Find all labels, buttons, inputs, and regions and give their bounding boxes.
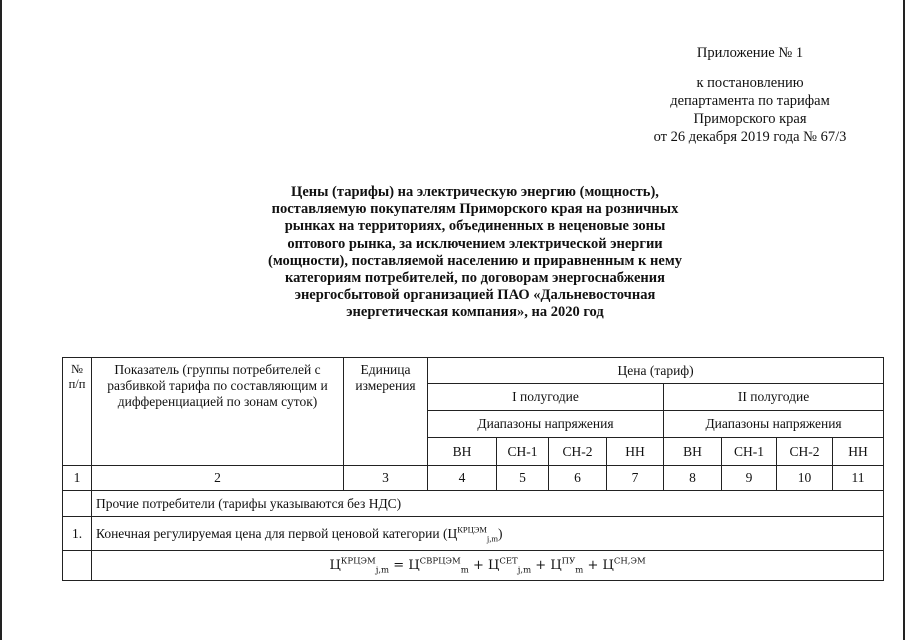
header-price: Цена (тариф): [428, 358, 884, 384]
title-line: поставляемую покупателям Приморского края на розничных: [271, 201, 679, 218]
appendix-header: [635, 44, 865, 146]
title-line: Цены (тарифы) на электрическую энергию (мощность),: [291, 184, 659, 200]
page-edge-left: [0, 0, 2, 640]
header-half-1: I полугодие: [428, 384, 664, 411]
column-number: 3: [344, 466, 428, 491]
header-voltage-ranges-2: Диапазоны напряжения: [664, 411, 884, 438]
empty-cell: [63, 491, 92, 517]
row-number: 1.: [63, 517, 92, 551]
tariff-table: [62, 357, 884, 581]
voltage-sn1: СН-1: [497, 438, 549, 466]
other-consumers-row: Прочие потребители (тарифы указываются без НДС): [92, 491, 884, 517]
voltage-sn2: СН-2: [549, 438, 607, 466]
header-unit: Единица измерения: [344, 358, 428, 466]
voltage-vn: ВН: [428, 438, 497, 466]
column-number: 5: [497, 466, 549, 491]
column-number: 2: [92, 466, 344, 491]
voltage-vn: ВН: [664, 438, 722, 466]
voltage-nn: НН: [607, 438, 664, 466]
resolution-line: к постановлению: [696, 75, 804, 91]
column-number: 7: [607, 466, 664, 491]
title-line: оптового рынка, за исключением электрической энергии: [287, 235, 663, 252]
title-line: рынках на территориях, объединенных в неценовые зоны: [284, 218, 666, 235]
price-formula: $Ц^{КРЦЭМ}_{j,m} = Ц^{СВРЦЭМ}_m + Ц^{СЕТ}_{j,m} + Ц^{ПУ}_m + Ц^{СН,ЭМ}$: [92, 551, 884, 581]
header-indicator: Показатель (группы потребителей с разбивкой тарифа по составляющим и дифференциацией по зонам суток): [92, 358, 344, 466]
column-number: 4: [428, 466, 497, 491]
header-half-2: II полугодие: [664, 384, 884, 411]
header-voltage-ranges-1: Диапазоны напряжения: [428, 411, 664, 438]
column-number: 1: [63, 466, 92, 491]
date-line: от 26 декабря 2019 года № 67/3: [653, 129, 847, 145]
title-line: (мощности), поставляемой населению и приравненным к нему: [268, 252, 682, 269]
title-line: категориям потребителей, по договорам энергоснабжения: [285, 270, 665, 287]
final-price-row: Конечная регулируемая цена для первой ценовой категории $(Ц^{КРЦЭМ}_{j,m})$: [92, 517, 884, 551]
column-number: 9: [722, 466, 777, 491]
title-line: энергетическая компания», на 2020 год: [346, 304, 604, 321]
title-line: энергосбытовой организацией ПАО «Дальневосточная: [294, 287, 656, 304]
final-price-symbol: $Ц^{КРЦЭМ}_{j,m}$: [447, 524, 499, 544]
voltage-sn1: СН-1: [722, 438, 777, 466]
column-number: 10: [777, 466, 833, 491]
voltage-sn2: СН-2: [777, 438, 833, 466]
region-line: Приморского края: [693, 111, 807, 127]
empty-cell: [63, 551, 92, 581]
department-line: департамента по тарифам: [670, 93, 830, 109]
column-number: 8: [664, 466, 722, 491]
voltage-nn: НН: [833, 438, 884, 466]
appendix-number: Приложение № 1: [696, 45, 804, 61]
final-price-label: Конечная регулируемая цена для первой ценовой категории (: [96, 525, 448, 541]
document-title: [240, 184, 710, 322]
column-number: 11: [833, 466, 884, 491]
header-row-number: № п/п: [63, 358, 92, 466]
column-number: 6: [549, 466, 607, 491]
